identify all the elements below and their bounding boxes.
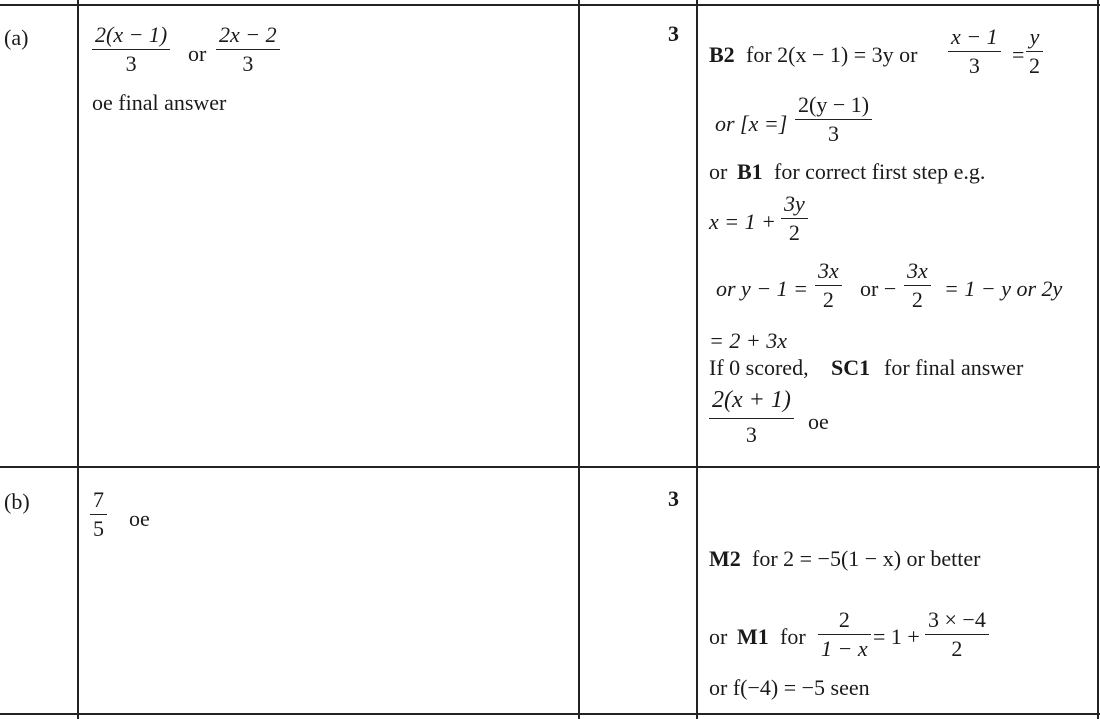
guidance-a-line2-prefix: or [x =] [715, 111, 788, 136]
guidance-a-line3-prefix: or [709, 159, 728, 184]
marks-b: 3 [668, 486, 679, 511]
guidance-a-line6: = 2 + 3x [709, 328, 787, 353]
guidance-b-line2-fraction-1: 2 1 − x [818, 608, 871, 661]
guidance-a-line1-equals: = [1012, 42, 1025, 67]
column-divider-answer [578, 0, 580, 719]
guidance-a-line3-text: for correct first step e.g. [774, 159, 986, 184]
answer-a-or: or [188, 41, 207, 66]
row-separator [0, 466, 1100, 468]
guidance-a-line7-start: If 0 scored, [709, 355, 809, 380]
part-label-b: (b) [4, 489, 30, 514]
guidance-a-line1-text: for 2(x − 1) = 3y or [746, 42, 918, 67]
guidance-a-line5-fraction-1: 3x 2 [815, 259, 842, 312]
answer-b-note: oe [129, 506, 150, 531]
guidance-b-code-m2: M2 [709, 546, 741, 571]
guidance-b-line3: or f(−4) = −5 seen [709, 675, 870, 700]
guidance-a-line7-end: for final answer [884, 355, 1024, 380]
row-top-border [0, 4, 1100, 6]
guidance-a-line5-end: = 1 − y or 2y [944, 276, 1063, 301]
guidance-b-line2-for: for [780, 624, 806, 649]
guidance-a-line5-start: or y − 1 = [716, 276, 809, 301]
guidance-b-line2-mid: = 1 + [873, 624, 920, 649]
guidance-a-code-b2: B2 [709, 42, 735, 67]
guidance-a-line8-suffix: oe [808, 409, 829, 434]
guidance-a-line1-fraction-b: y 2 [1026, 25, 1043, 78]
row-bottom-border [0, 713, 1100, 715]
answer-b-fraction: 7 5 [90, 488, 107, 541]
guidance-b-line2-fraction-2: 3 × −4 2 [925, 608, 989, 661]
guidance-a-line5-mid: or − [860, 276, 897, 301]
answer-a-fraction-2: 2x − 2 3 [216, 23, 280, 76]
marks-a: 3 [668, 21, 679, 46]
part-label-a: (a) [4, 25, 29, 50]
column-divider-marks [696, 0, 698, 719]
column-divider-part [77, 0, 79, 719]
guidance-a-line5-fraction-2: 3x 2 [904, 259, 931, 312]
guidance-a-line2-fraction: 2(y − 1) 3 [795, 93, 872, 146]
guidance-b-line1-text: for 2 = −5(1 − x) or better [752, 546, 981, 571]
guidance-a-code-b1: B1 [737, 159, 763, 184]
column-right-border [1097, 0, 1099, 719]
answer-a-note: oe final answer [92, 90, 227, 115]
guidance-a-line1-fraction-a: x − 1 3 [948, 25, 1001, 78]
guidance-a-line8-fraction: 2(x + 1) 3 [709, 388, 794, 447]
guidance-b-line2-prefix: or [709, 624, 728, 649]
guidance-a-line4-prefix: x = 1 + [709, 209, 776, 234]
guidance-a-line4-fraction: 3y 2 [781, 192, 808, 245]
answer-a-fraction-1: 2(x − 1) 3 [92, 23, 170, 76]
guidance-a-code-sc1: SC1 [831, 355, 871, 380]
guidance-b-code-m1: M1 [737, 624, 769, 649]
